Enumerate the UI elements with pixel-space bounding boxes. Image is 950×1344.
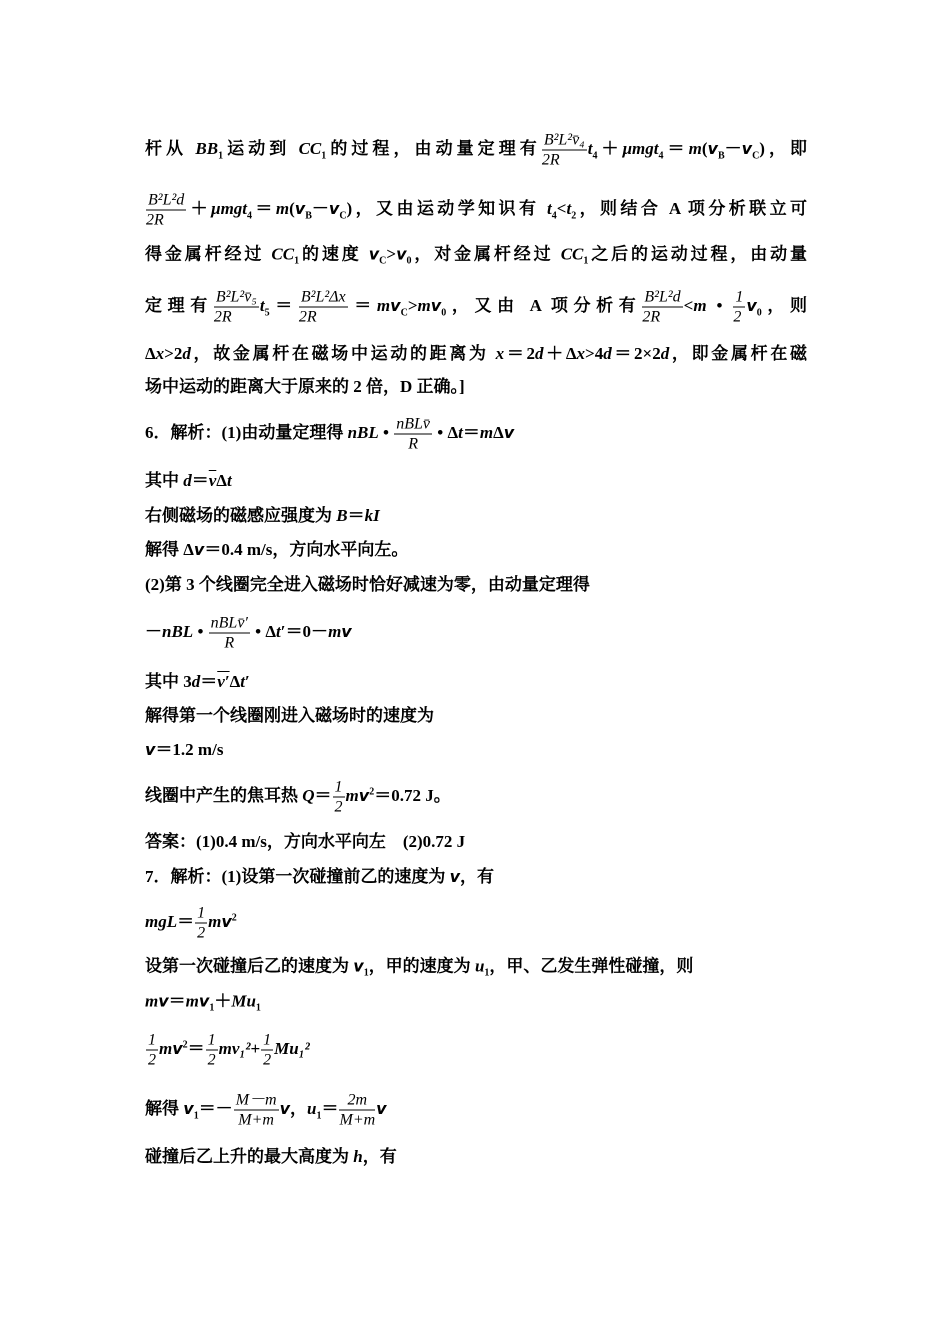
math-variable: m xyxy=(145,991,159,1011)
fraction-numerator: B²L²d xyxy=(148,191,185,209)
text-line xyxy=(145,956,693,983)
text-run: 设第一次碰撞后乙的速度为 xyxy=(145,956,354,976)
fraction-numerator: 1 xyxy=(207,1031,216,1049)
text-line xyxy=(145,778,451,817)
math-variable: m xyxy=(376,295,391,315)
math-variable: t xyxy=(458,422,463,442)
velocity-symbol: v xyxy=(198,991,210,1011)
text-run: )，又由运动学知识有 xyxy=(346,198,548,218)
math-variable: t xyxy=(276,621,281,641)
text-run: ＝ xyxy=(200,672,218,691)
velocity-symbol: v xyxy=(390,295,401,315)
velocity-symbol: v xyxy=(746,295,757,315)
fraction xyxy=(261,1031,273,1070)
fraction xyxy=(234,1091,279,1130)
text-run: ，有 xyxy=(460,867,495,886)
subscript: C xyxy=(379,255,387,267)
text-run: ( xyxy=(289,198,295,218)
text-run: 解得第一个线圈刚进入磁场时的速度为 xyxy=(145,706,434,725)
math-variable: μmgt xyxy=(211,198,248,218)
text-run: ＝1.2 m/s xyxy=(155,740,224,759)
velocity-symbol: v xyxy=(193,540,205,559)
math-variable: μmgt xyxy=(622,138,659,158)
fraction-numerator: nBLv̄ xyxy=(396,415,430,433)
text-run: >4 xyxy=(585,344,604,363)
fraction-denominator: 2R xyxy=(642,308,661,326)
fraction-denominator: 2R xyxy=(298,308,317,326)
text-run: ，故金属杆在磁场中运动的距离为 xyxy=(190,344,496,363)
text-line xyxy=(145,415,514,454)
text-run: ＝ xyxy=(187,1038,205,1058)
math-variable: m xyxy=(275,198,290,218)
text-run: ，则 xyxy=(761,295,808,315)
text-run: ＝ xyxy=(314,785,332,805)
text-run: • xyxy=(378,422,394,442)
math-variable: x xyxy=(495,344,505,363)
subscript: 4 xyxy=(551,210,557,222)
subscript: 4 xyxy=(658,150,664,162)
text-run: ′ xyxy=(244,672,250,691)
text-run: 之后的运动过程，由动量 xyxy=(588,244,808,264)
subscript: 0 xyxy=(406,255,412,267)
fraction xyxy=(339,1091,375,1130)
text-run: 解得 Δ xyxy=(145,540,194,559)
math-variable: Mu₁² xyxy=(274,1038,310,1058)
subscript: 1 xyxy=(363,967,369,979)
text-run: ＝ xyxy=(269,295,298,315)
math-variable: m xyxy=(688,138,702,158)
text-run: ，甲、乙发生弹性碰撞，则 xyxy=(489,956,694,976)
fraction-numerator: B²L²Δx xyxy=(300,288,346,306)
text-run: 运动到 xyxy=(223,138,299,158)
text-run: ＝ xyxy=(252,198,276,218)
text-run: ＝ xyxy=(347,506,365,525)
text-run: － xyxy=(724,138,742,158)
math-variable: d xyxy=(660,344,670,363)
text-run: 解得 xyxy=(145,1098,184,1118)
text-run: ＋ xyxy=(597,138,623,158)
fraction-denominator: 2R xyxy=(146,211,164,229)
text-line xyxy=(145,991,261,1018)
math-variable: d xyxy=(603,344,612,363)
math-variable: t xyxy=(226,471,232,490)
text-run: 其中 xyxy=(145,471,184,490)
text-run: ＝2×2 xyxy=(611,344,661,363)
fraction-numerator: 1 xyxy=(735,288,744,306)
math-variable: m xyxy=(328,621,342,641)
math-variable: t xyxy=(240,672,245,691)
text-run: ＝ xyxy=(168,991,186,1011)
math-variable: u xyxy=(474,956,485,976)
text-line xyxy=(145,672,250,692)
math-variable: CC xyxy=(560,244,584,264)
math-variable: x xyxy=(576,344,586,363)
text-line xyxy=(145,706,434,726)
text-run: • Δ xyxy=(433,422,459,442)
subscript: 0 xyxy=(756,307,762,319)
math-variable: h xyxy=(353,1147,363,1166)
text-run: ′＝0－ xyxy=(280,621,329,641)
fraction xyxy=(333,778,345,817)
text-run: 的过程，由动量定理有 xyxy=(326,138,541,158)
subscript: C xyxy=(339,210,347,222)
text-line xyxy=(145,904,237,943)
text-run: • Δ xyxy=(250,621,277,641)
superscript: 2 xyxy=(369,786,375,798)
fraction-denominator: 2 xyxy=(207,1051,216,1069)
subscript: 0 xyxy=(441,307,447,319)
velocity-symbol: v xyxy=(741,138,753,158)
velocity-symbol: v xyxy=(396,244,407,264)
text-run: )，即 xyxy=(759,138,808,158)
math-variable: m xyxy=(479,422,494,442)
text-run: 其中 3 xyxy=(145,672,192,691)
fraction-denominator: M+m xyxy=(238,1111,274,1129)
text-run: ，对金属杆经过 xyxy=(411,244,561,264)
velocity-symbol: v xyxy=(341,621,352,641)
text-line xyxy=(145,288,807,327)
text-line xyxy=(145,540,408,560)
text-run: 7．解析：(1)设第一次碰撞前乙的速度为 xyxy=(145,867,450,886)
math-variable: m xyxy=(185,991,199,1011)
text-run: ，则结合 A 项分析联立可 xyxy=(576,198,808,218)
subscript: 1 xyxy=(316,1110,322,1122)
math-variable: d xyxy=(183,471,192,490)
fraction xyxy=(214,288,259,327)
fraction-numerator: nBLv̄′ xyxy=(210,614,248,632)
fraction xyxy=(195,904,207,943)
fraction-numerator: 1 xyxy=(148,1031,156,1049)
text-run: >2 xyxy=(164,344,183,363)
text-run: > xyxy=(407,295,418,315)
fraction-numerator: B²L²d xyxy=(644,288,681,306)
subscript: 1 xyxy=(193,1110,199,1122)
text-line xyxy=(145,344,807,364)
subscript: 1 xyxy=(294,255,300,267)
subscript: 5 xyxy=(264,307,270,319)
text-run: > xyxy=(386,244,397,264)
subscript: B xyxy=(717,150,725,162)
subscript: 1 xyxy=(321,150,327,162)
velocity-symbol: v xyxy=(353,956,364,976)
fraction xyxy=(394,415,432,454)
text-run: + xyxy=(250,1038,261,1058)
text-run: 杆从 xyxy=(145,138,196,158)
subscript: B xyxy=(305,210,312,222)
math-variable: kI xyxy=(364,506,380,525)
fraction-denominator: 2R xyxy=(213,308,232,326)
math-variable: t xyxy=(547,198,552,218)
math-variable: u xyxy=(307,1098,317,1118)
text-line xyxy=(145,867,494,887)
subscript: 4 xyxy=(592,150,598,162)
fraction xyxy=(733,288,745,327)
subscript: C xyxy=(400,307,408,319)
math-variable: Q xyxy=(302,785,315,805)
fraction xyxy=(209,614,250,653)
velocity-symbol: v xyxy=(328,198,340,218)
text-run: < xyxy=(556,198,567,218)
text-run: Δ xyxy=(216,471,227,490)
math-variable: nBL xyxy=(347,422,379,442)
text-run: ＋ xyxy=(187,198,212,218)
text-run: ＝ xyxy=(191,471,209,490)
text-run: 线圈中产生的焦耳热 xyxy=(145,785,303,805)
text-run: Δ xyxy=(229,672,241,691)
math-variable: x xyxy=(155,344,165,363)
superscript: 2 xyxy=(182,1039,188,1051)
velocity-symbol: v xyxy=(503,422,515,442)
text-run: ， xyxy=(290,1098,308,1118)
fraction-denominator: 2 xyxy=(148,1051,156,1069)
math-variable: Mu xyxy=(231,991,256,1011)
text-run: < xyxy=(683,295,694,315)
text-run: ，甲的速度为 xyxy=(368,956,475,976)
subscript: 1 xyxy=(484,967,490,979)
velocity-symbol: v xyxy=(376,1098,387,1118)
text-run: ( xyxy=(701,138,708,158)
fraction-numerator: 2m xyxy=(339,1091,375,1111)
text-run: － xyxy=(145,621,162,641)
fraction-numerator: 1 xyxy=(197,904,206,922)
text-run: 右侧磁场的磁感应强度为 xyxy=(145,506,337,525)
velocity-symbol: v xyxy=(172,1038,183,1058)
text-run: ，有 xyxy=(362,1147,397,1166)
velocity-symbol: v xyxy=(707,138,718,158)
fraction xyxy=(206,1031,218,1070)
text-run: ＋ xyxy=(214,991,232,1011)
math-variable: nBL xyxy=(162,621,194,641)
text-run: ＝0.4 m/s，方向水平向左。 xyxy=(204,540,409,559)
fraction xyxy=(146,191,186,230)
text-run: • xyxy=(193,621,208,641)
subscript: 1 xyxy=(583,255,589,267)
text-run: 场中运动的距离大于原来的 2 倍，D 正确。] xyxy=(145,377,465,396)
velocity-symbol: v xyxy=(183,1098,194,1118)
fraction xyxy=(542,131,587,170)
text-run: 6．解析：(1)由动量定理得 xyxy=(145,422,348,442)
velocity-symbol: v xyxy=(449,867,461,886)
fraction-denominator: 2 xyxy=(197,924,206,942)
text-line xyxy=(145,1031,310,1070)
subscript: 1 xyxy=(218,150,224,162)
superscript: 2 xyxy=(231,912,237,924)
text-line xyxy=(145,575,590,595)
math-variable: t xyxy=(259,295,265,315)
subscript: 1 xyxy=(255,1002,261,1014)
math-variable: t xyxy=(566,198,572,218)
text-line xyxy=(145,377,465,397)
fraction xyxy=(146,1031,158,1070)
text-run: ＋Δ xyxy=(543,344,577,363)
math-variable: mv₁² xyxy=(218,1038,251,1058)
text-run: 碰撞后乙上升的最大高度为 xyxy=(145,1147,354,1166)
velocity-symbol: v xyxy=(430,295,442,315)
math-variable: m xyxy=(345,785,359,805)
math-variable: BB xyxy=(195,138,219,158)
fraction-denominator: R xyxy=(408,435,418,453)
text-run: ＝ xyxy=(348,295,377,315)
text-run: Δ xyxy=(145,344,156,363)
fraction-numerator: B²L²v̄₄ xyxy=(543,131,585,149)
text-line xyxy=(145,614,352,653)
fraction-denominator: R xyxy=(224,634,235,652)
velocity-symbol: v xyxy=(358,785,370,805)
text-run: ＝ xyxy=(663,138,689,158)
velocity-symbol: v xyxy=(294,198,306,218)
text-line xyxy=(145,471,232,491)
text-run: 得金属杆经过 xyxy=(145,244,272,264)
math-variable: CC xyxy=(271,244,295,264)
text-line xyxy=(145,1091,387,1130)
math-variable: CC xyxy=(298,138,322,158)
math-variable: d xyxy=(191,672,201,691)
text-run: ＝0.72 J。 xyxy=(374,785,451,805)
subscript: 1 xyxy=(209,1002,215,1014)
text-run: ＝－ xyxy=(198,1098,233,1118)
fraction-denominator: 2R xyxy=(541,151,560,169)
fraction-denominator: M+m xyxy=(339,1111,376,1129)
fraction xyxy=(642,288,682,327)
fraction-denominator: 2 xyxy=(263,1051,272,1069)
text-run: ＝ xyxy=(462,422,480,442)
math-variable: d xyxy=(535,344,544,363)
math-variable: mgL xyxy=(145,911,178,931)
fraction-denominator: 2 xyxy=(733,308,742,326)
average-velocity: $\overline{v}$ xyxy=(208,471,217,490)
text-run: 的速度 xyxy=(299,244,369,264)
velocity-symbol: v xyxy=(368,244,380,264)
text-run: Δ xyxy=(493,422,504,442)
subscript: C xyxy=(752,150,760,162)
text-line xyxy=(145,740,223,760)
velocity-symbol: v xyxy=(279,1098,291,1118)
text-line xyxy=(145,131,807,170)
text-line xyxy=(145,1147,397,1167)
text-line xyxy=(145,244,807,271)
fraction-numerator: M－m xyxy=(235,1091,277,1109)
math-variable: m xyxy=(417,295,431,315)
text-line xyxy=(145,506,380,526)
text-run: ，即金属杆在磁 xyxy=(669,344,807,363)
velocity-symbol: v xyxy=(158,991,169,1011)
math-variable: t xyxy=(587,138,593,158)
text-run: ＝ xyxy=(321,1098,339,1118)
subscript: 2 xyxy=(571,210,577,222)
average-velocity: v′ xyxy=(217,672,230,691)
fraction-numerator: 1 xyxy=(334,778,343,796)
text-run: － xyxy=(311,198,329,218)
text-run: 答案：(1)0.4 m/s，方向水平向左 (2)0.72 J xyxy=(145,832,466,851)
text-run: ＝ xyxy=(177,911,195,931)
fraction-numerator: B²L²v̄₅ xyxy=(215,288,257,306)
math-variable: d xyxy=(182,344,191,363)
subscript: 4 xyxy=(247,210,253,222)
math-variable: m xyxy=(693,295,707,315)
text-run: ，又由 A 项分析有 xyxy=(446,295,642,315)
velocity-symbol: v xyxy=(145,740,156,759)
fraction-denominator: 2 xyxy=(334,798,343,816)
fraction xyxy=(299,288,348,327)
text-line xyxy=(145,832,465,852)
math-variable: m xyxy=(159,1038,173,1058)
velocity-symbol: v xyxy=(221,911,232,931)
fraction-numerator: 1 xyxy=(263,1031,272,1049)
text-run: 定理有 xyxy=(145,295,213,315)
math-variable: m xyxy=(208,911,222,931)
text-run: (2)第 3 个线圈完全进入磁场时恰好减速为零，由动量定理得 xyxy=(145,575,590,594)
text-run: • xyxy=(706,295,733,315)
text-run: ＝2 xyxy=(504,344,535,363)
text-line xyxy=(145,191,807,230)
math-variable: B xyxy=(336,506,348,525)
